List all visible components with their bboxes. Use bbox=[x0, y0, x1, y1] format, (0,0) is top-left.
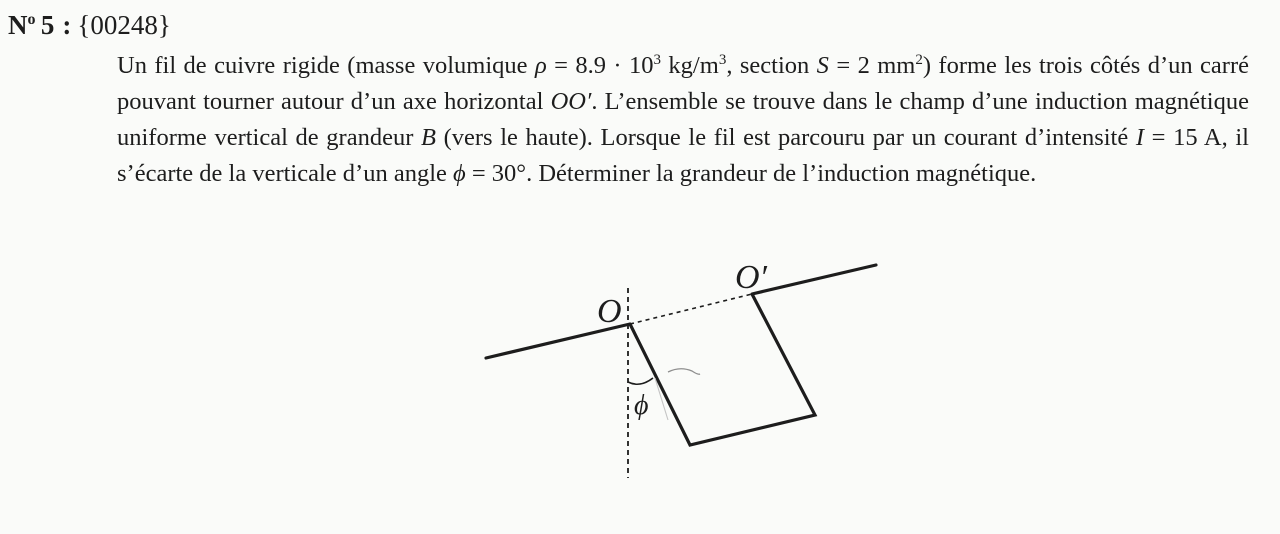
axis-right-segment bbox=[752, 265, 876, 294]
label-o-prime: O′ bbox=[735, 259, 767, 296]
header-separator: : bbox=[62, 10, 72, 40]
copper-wire-frame bbox=[630, 294, 815, 445]
label-o: O bbox=[597, 293, 622, 330]
problem-text: Un fil de cuivre rigide (masse volumique $\rho = 8.9 \cdot 10^3$ $kg/m^3$, section S = 2 $mm^2$) forme les trois côtés d’un carré pouvant tourner autour d’un axe horizontal OO′. L’ensemble se trouve dans le champ d’une induction magnétique uniforme vertical de grandeur B (vers le haute). Lorsque le fil est parcouru par un courant d’intensité I = 15 A, il s’écarte de la verticale d’un angle ϕ = 30°. Déterminer la grandeur de l’induction magnétique. bbox=[117, 52, 1249, 187]
angle-arc bbox=[628, 378, 653, 384]
axis-hidden-dashed bbox=[630, 294, 752, 324]
label-phi: ϕ bbox=[634, 390, 649, 421]
problem-number: $N^o$ 5 bbox=[8, 10, 55, 40]
pencil-mark bbox=[668, 369, 700, 374]
problem-id: {00248} bbox=[77, 10, 171, 40]
